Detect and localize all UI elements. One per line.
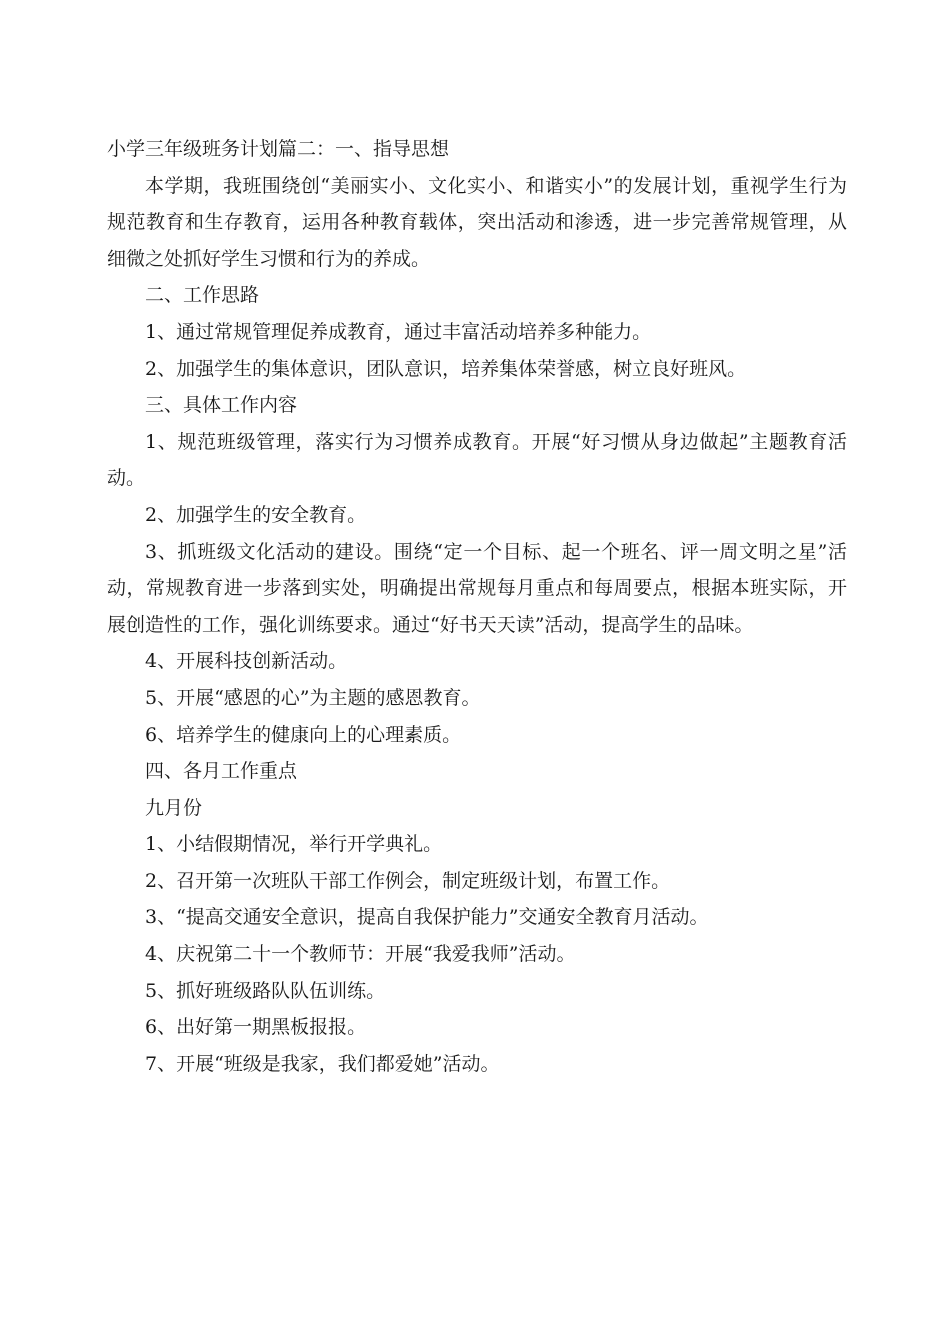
- list-item: 2、加强学生的集体意识，团队意识，培养集体荣誉感，树立良好班风。: [145, 357, 747, 380]
- list-item: 7、开展“班级是我家，我们都爱她”活动。: [145, 1052, 500, 1075]
- list-item: 5、开展“感恩的心”为主题的感恩教育。: [145, 686, 481, 709]
- list-item: 6、培养学生的健康向上的心理素质。: [145, 723, 462, 746]
- list-item: 3、抓班级文化活动的建设。围绕“定一个目标、起一个班名、评一周文明之星”活动，常规教育进一步落到实处，明确提出常规每月重点和每周要点，根据本班实际，开展创造性的工作，强化训练要求。通过“好书天天读”活动，提高学生的品味。: [107, 540, 847, 636]
- list-item: 5、抓好班级路队队伍训练。: [145, 979, 386, 1002]
- list-item: 2、加强学生的安全教育。: [145, 503, 367, 526]
- intro-paragraph: 本学期，我班围绕创“美丽实小、文化实小、和谐实小”的发展计划，重视学生行为规范教育和生存教育，运用各种教育载体，突出活动和渗透，进一步完善常规管理，从细微之处抓好学生习惯和行为的养成。: [107, 174, 847, 270]
- list-item: 1、通过常规管理促养成教育，通过丰富活动培养多种能力。: [145, 320, 652, 343]
- list-item: 2、召开第一次班队干部工作例会，制定班级计划，布置工作。: [145, 869, 671, 892]
- document-title: 小学三年级班务计划篇二：一、指导思想: [107, 138, 450, 160]
- list-item: 1、小结假期情况，举行开学典礼。: [145, 833, 443, 856]
- section-heading-monthly-focus: 四、各月工作重点: [145, 760, 298, 783]
- section-heading-work-content: 三、具体工作内容: [145, 394, 298, 417]
- section-heading-work-approach: 二、工作思路: [145, 284, 260, 307]
- list-item: 4、开展科技创新活动。: [145, 650, 348, 673]
- list-item: 6、出好第一期黑板报报。: [145, 1016, 367, 1039]
- document-body: [107, 131, 847, 1082]
- list-item: 1、规范班级管理，落实行为习惯养成教育。开展“好习惯从身边做起”主题教育活动。: [107, 430, 847, 490]
- month-heading-september: 九月份: [145, 796, 203, 819]
- list-item: 3、“提高交通安全意识，提高自我保护能力”交通安全教育月活动。: [145, 906, 709, 929]
- list-item: 4、庆祝第二十一个教师节：开展“我爱我师”活动。: [145, 943, 576, 966]
